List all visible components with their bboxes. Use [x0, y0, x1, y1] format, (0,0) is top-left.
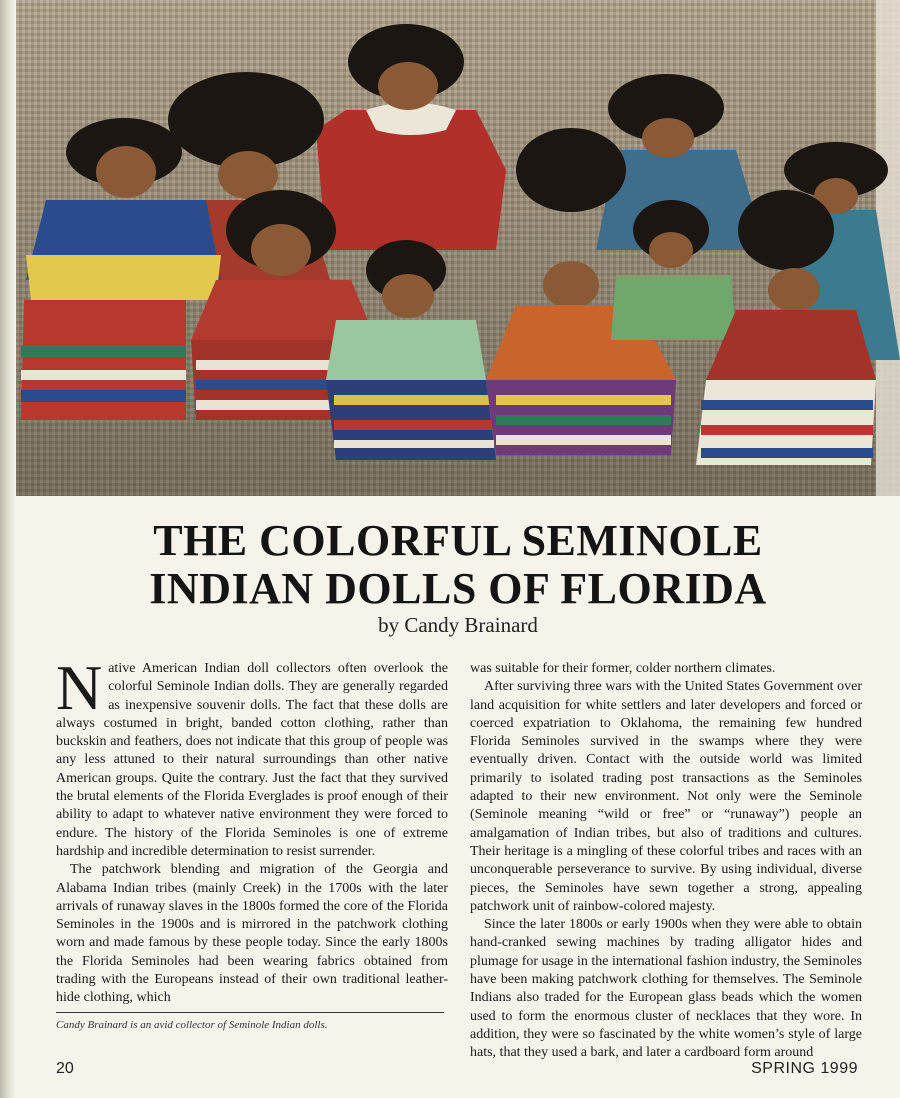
page-binding-shadow	[0, 0, 16, 1098]
seminole-dolls-photo	[16, 0, 900, 496]
footnote-divider	[56, 1012, 444, 1013]
author-footnote: Candy Brainard is an avid collector of Seminole Indian dolls.	[56, 1019, 328, 1031]
issue-label: SPRING 1999	[751, 1060, 858, 1077]
article-title-line2: INDIAN DOLLS OF FLORIDA	[149, 564, 767, 613]
right-column	[470, 660, 862, 1063]
drop-cap: N	[56, 652, 103, 723]
article-byline: by Candy Brainard	[378, 613, 538, 637]
paragraph-5: Since the later 1800s or early 1900s when they were able to obtain hand-cranked sewing machines by trading alligator hides and plumage for usage in the international fashion industry, the Seminoles have been making patchwork clothing for themselves. The Seminole Indians also traded for the European glass beads which the women used to form the enormous cluster of necklaces that they wore. In addition, they were so fascinated by the white women’s style of large hats, that they used a bark, and later a cardboard form around	[470, 917, 862, 1061]
paragraph-1-text: ative American Indian doll collectors often overlook the colorful Seminole Indian dolls. They are generally regarded as inexpensive souvenir dolls. The fact that these dolls are always costumed in bright, banded cotton clothing, rather than buckskin and feathers, does not indicate that this group of people was any less attuned to their natural surroundings than other native American groups. Quite the contrary. Just the fact that they survived the brutal elements of the Florida Everglades is proof enough of their ability to adapt to whatever native environment they were forced to endure. The history of the Florida Seminoles is one of extreme hardship and incredible determination to resist surrender.	[56, 661, 448, 859]
left-column	[56, 652, 448, 1008]
paragraph-2: The patchwork blending and migration of the Georgia and Alabama Indian tribes (mainly Creek) in the 1700s with the later arrivals of runaway slaves in the 1800s formed the core of the Florida Seminoles in the 1900s and is mirrored in the patchwork clothing worn and made famous by these people today. Since the early 1800s the Florida Seminoles had been wearing fabrics obtained from trading with the Europeans instead of their own traditional leather-hide clothing, which	[56, 862, 448, 1006]
page-number: 20	[56, 1060, 74, 1077]
article-title-line1: THE COLORFUL SEMINOLE	[153, 516, 763, 565]
paragraph-4: After surviving three wars with the United States Government over land acquisition for white settlers and later developers and forced or coerced expatriation to Oklahoma, the remaining few hundred Florida Seminoles survived in the swamps where they were eventually driven. Contact with the outside world was limited primarily to isolated trading post transactions as the Seminoles adapted to their new environment. Not only were the Seminole (Seminole meaning “wild or free” or “runaway”) people an amalgamation of Indian tribes, but also of traditions and cultures. Their heritage is a mingling of these colorful tribes and races with an unconquerable perseverance to survive. By using individual, diverse pieces, the Seminoles have sewn together a strong, appealing patchwork unit of rainbow-colored majesty.	[470, 679, 862, 914]
paragraph-3: was suitable for their former, colder northern climates.	[470, 661, 776, 676]
paragraph-1	[56, 652, 448, 861]
